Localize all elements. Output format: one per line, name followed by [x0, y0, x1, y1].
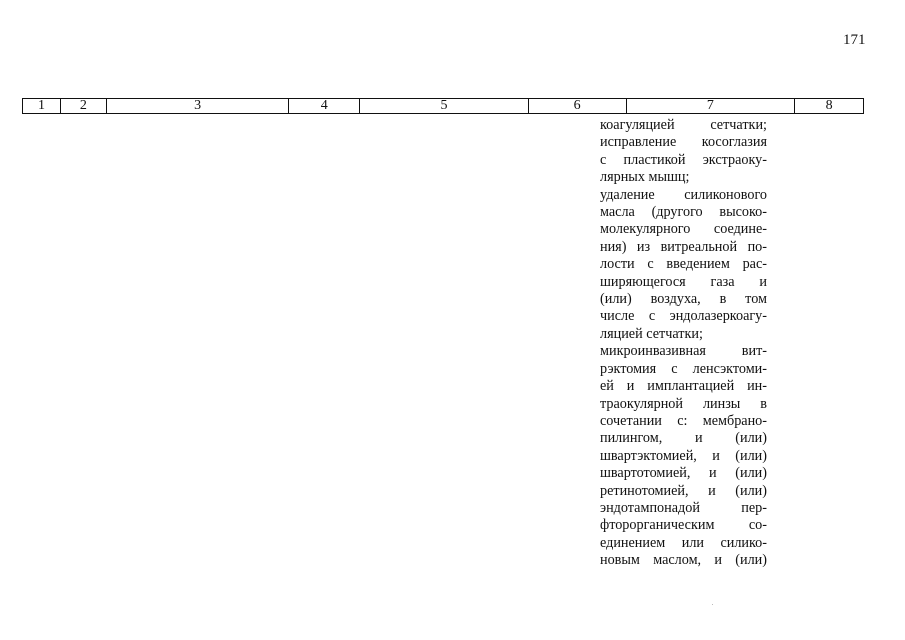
- column-7-text: [600, 117, 767, 570]
- table-header-cell-3: 3: [107, 99, 290, 113]
- text-line: удаление силиконового: [600, 186, 767, 203]
- text-line: числе с эндолазеркоагу-: [600, 308, 767, 325]
- text-line: швартотомией, и (или): [600, 465, 767, 482]
- text-line: швартэктомией, и (или): [600, 447, 767, 464]
- text-line: ретинотомией, и (или): [600, 482, 767, 499]
- table-header-cell-8: 8: [825, 98, 833, 113]
- scan-speck: [712, 604, 713, 605]
- table-header-cell-1: 1: [23, 99, 61, 113]
- page-number: 171: [843, 32, 866, 48]
- text-line: пилингом, и (или): [600, 430, 767, 447]
- text-line: коагуляцией сетчатки;: [600, 117, 767, 133]
- table-header-cell-4: 4: [289, 99, 360, 113]
- text-line: лости с введением рас-: [600, 256, 767, 273]
- text-line: фторорганическим со-: [600, 517, 767, 534]
- text-line: молекулярного соедине-: [600, 221, 767, 238]
- table-header-row: [22, 98, 864, 114]
- table-header-cell-7: 7: [627, 99, 796, 113]
- text-line: микроинвазивная вит-: [600, 343, 767, 360]
- text-line: траокулярной линзы в: [600, 395, 767, 412]
- table-header-cell-6: 6: [529, 99, 627, 113]
- text-line: ния) из витреальной по-: [600, 238, 767, 255]
- text-line: ей и имплантацией ин-: [600, 378, 767, 395]
- text-line: ширяющегося газа и: [600, 273, 767, 290]
- text-line: лярных мышц;: [600, 169, 690, 186]
- text-line: рэктомия с ленсэктоми-: [600, 360, 767, 377]
- text-line: масла (другого высоко-: [600, 204, 767, 221]
- text-line: сочетании с: мембрано-: [600, 412, 767, 429]
- text-line: с пластикой экстраоку-: [600, 151, 767, 168]
- text-line: (или) воздуха, в том: [600, 291, 767, 308]
- table-header-cell-2: 2: [61, 99, 107, 113]
- text-line: единением или силико-: [600, 534, 767, 551]
- text-line: эндотампонадой пер-: [600, 499, 767, 516]
- text-line: ляцией сетчатки;: [600, 325, 703, 342]
- text-line: исправление косоглазия: [600, 134, 767, 151]
- text-line: новым маслом, и (или): [600, 552, 767, 569]
- table-header-cell-5: 5: [360, 99, 529, 113]
